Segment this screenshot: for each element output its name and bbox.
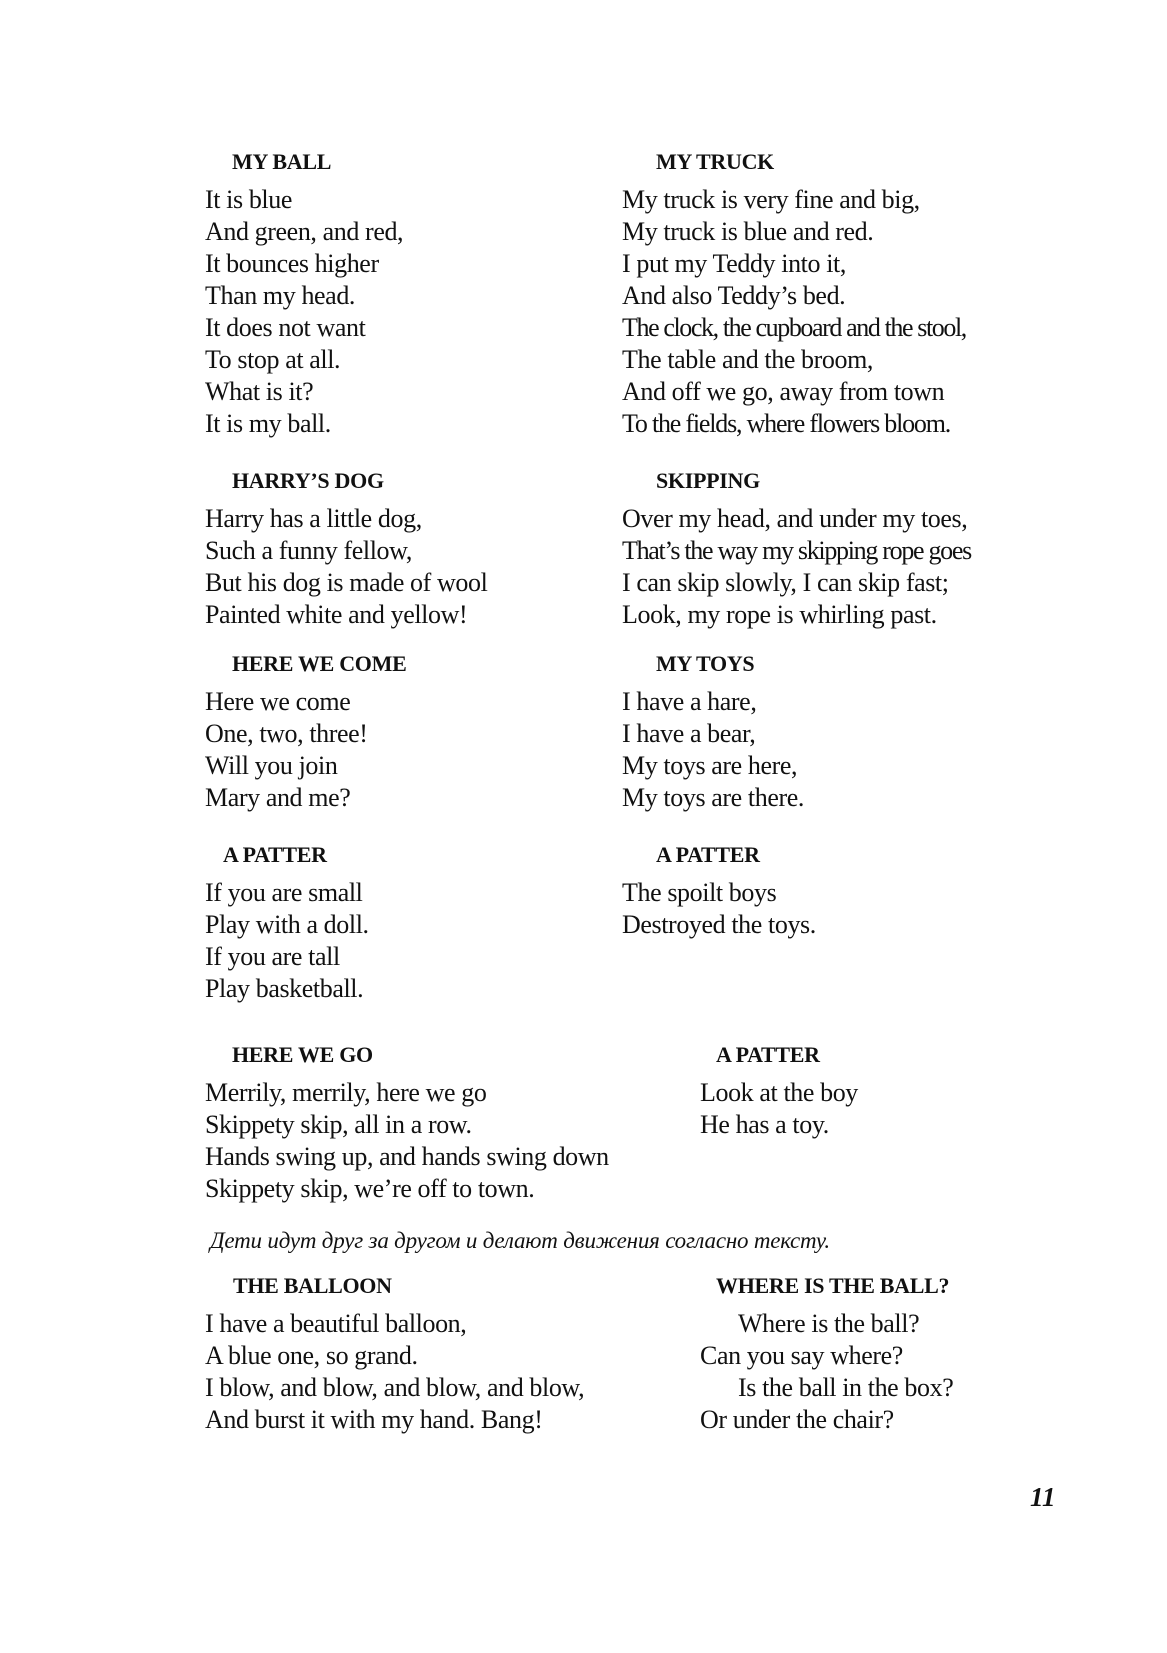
poem-here-we-come bbox=[205, 650, 406, 814]
poem-line: Harry has a little dog, bbox=[205, 504, 422, 533]
poem-line: What is it? bbox=[205, 377, 314, 406]
poem-line: Destroyed the toys. bbox=[622, 910, 816, 939]
poem-line: It is blue bbox=[205, 185, 292, 214]
poem-line: The clock, the cupboard and the stool, bbox=[622, 313, 966, 342]
poem-line: A blue one, so grand. bbox=[205, 1341, 418, 1370]
poem-line: Painted white and yellow! bbox=[205, 600, 468, 629]
poem-where-is-the-ball bbox=[700, 1272, 953, 1436]
poem-line: Skippety skip, all in a row. bbox=[205, 1110, 472, 1139]
poem-line: Is the ball in the box? bbox=[738, 1373, 954, 1402]
poem-title: HERE WE GO bbox=[232, 1042, 373, 1067]
poem-line: My toys are here, bbox=[622, 751, 798, 780]
poem-patter-1 bbox=[205, 841, 369, 1005]
poem-line: If you are small bbox=[205, 878, 363, 907]
poem-title: A PATTER bbox=[656, 842, 760, 867]
poem-line: Look at the boy bbox=[700, 1078, 858, 1107]
poem-title: HARRY’S DOG bbox=[232, 468, 384, 493]
poem-skipping bbox=[622, 467, 971, 631]
poem-line: He has a toy. bbox=[700, 1110, 829, 1139]
poem-line: Where is the ball? bbox=[738, 1309, 920, 1338]
poem-here-we-go bbox=[205, 1041, 609, 1205]
poem-line: I have a bear, bbox=[622, 719, 756, 748]
poem-title: SKIPPING bbox=[656, 468, 760, 493]
poem-patter-2 bbox=[622, 841, 816, 941]
poem-line: To stop at all. bbox=[205, 345, 341, 374]
poem-line: Merrily, merrily, here we go bbox=[205, 1078, 487, 1107]
poem-the-balloon bbox=[205, 1272, 584, 1436]
poem-harrys-dog bbox=[205, 467, 487, 631]
poem-line: And off we go, away from town bbox=[622, 377, 945, 406]
poem-title: MY TOYS bbox=[656, 651, 755, 676]
poem-line: Such a funny fellow, bbox=[205, 536, 412, 565]
poem-line: Over my head, and under my toes, bbox=[622, 504, 968, 533]
poem-title: A PATTER bbox=[716, 1042, 820, 1067]
poem-line: I have a hare, bbox=[622, 687, 757, 716]
poem-line: Play basketball. bbox=[205, 974, 364, 1003]
poem-line: Will you join bbox=[205, 751, 338, 780]
poem-line: It is my ball. bbox=[205, 409, 331, 438]
poem-line: I have a beautiful balloon, bbox=[205, 1309, 467, 1338]
poem-line: Hands swing up, and hands swing down bbox=[205, 1142, 609, 1171]
poem-line: My truck is blue and red. bbox=[622, 217, 874, 246]
poem-line: That’s the way my skipping rope goes bbox=[622, 536, 971, 565]
poem-line: Can you say where? bbox=[700, 1341, 903, 1370]
poem-title: A PATTER bbox=[223, 842, 327, 867]
poem-patter-3 bbox=[700, 1041, 858, 1141]
poem-line: The table and the broom, bbox=[622, 345, 874, 374]
poem-line: If you are tall bbox=[205, 942, 340, 971]
poem-title: HERE WE COME bbox=[232, 651, 407, 676]
poem-line: To the fields, where flowers bloom. bbox=[622, 409, 951, 438]
poem-line: Skippety skip, we’re off to town. bbox=[205, 1174, 535, 1203]
poem-line: Than my head. bbox=[205, 281, 356, 310]
poem-line: One, two, three! bbox=[205, 719, 368, 748]
poem-my-toys bbox=[622, 650, 804, 814]
poem-my-ball bbox=[205, 148, 403, 440]
page-number: 11 bbox=[1030, 1482, 1056, 1512]
poem-line: Or under the chair? bbox=[700, 1405, 894, 1434]
poem-line: I can skip slowly, I can skip fast; bbox=[622, 568, 949, 597]
poem-line: I put my Teddy into it, bbox=[622, 249, 846, 278]
poem-line: Look, my rope is whirling past. bbox=[622, 600, 937, 629]
poem-line: The spoilt boys bbox=[622, 878, 777, 907]
poem-line: I blow, and blow, and blow, and blow, bbox=[205, 1373, 585, 1402]
poem-line: But his dog is made of wool bbox=[205, 568, 488, 597]
poem-line: And green, and red, bbox=[205, 217, 404, 246]
poem-line: And burst it with my hand. Bang! bbox=[205, 1405, 543, 1434]
poem-line: My toys are there. bbox=[622, 783, 804, 812]
poem-title: MY TRUCK bbox=[656, 149, 774, 174]
poem-line: And also Teddy’s bed. bbox=[622, 281, 846, 310]
poem-line: My truck is very fine and big, bbox=[622, 185, 920, 214]
instruction-note: Дети идут друг за другом и делают движения согласно тексту. bbox=[210, 1228, 830, 1253]
poem-my-truck bbox=[622, 148, 966, 440]
poem-line: Here we come bbox=[205, 687, 351, 716]
poem-line: It bounces higher bbox=[205, 249, 379, 278]
poem-title: MY BALL bbox=[232, 149, 332, 174]
poem-line: Play with a doll. bbox=[205, 910, 369, 939]
poem-line: It does not want bbox=[205, 313, 366, 342]
poem-title: WHERE IS THE BALL? bbox=[716, 1273, 950, 1298]
poem-line: Mary and me? bbox=[205, 783, 351, 812]
poem-title: THE BALLOON bbox=[233, 1273, 392, 1298]
